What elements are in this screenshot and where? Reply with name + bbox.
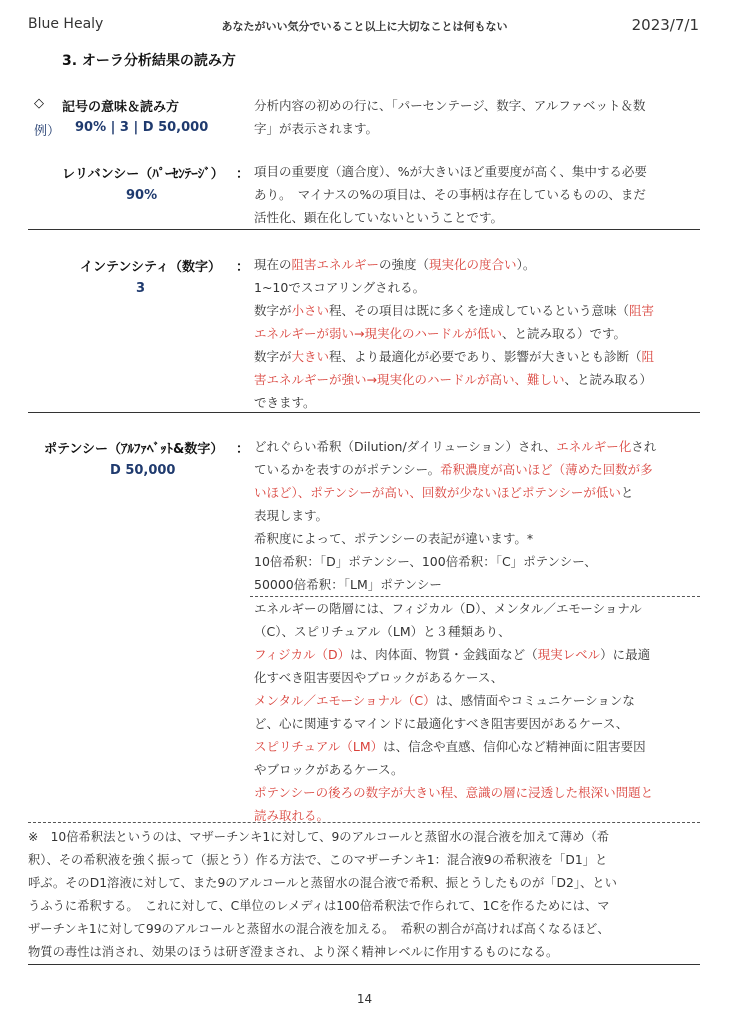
- intensity-value: 3: [136, 281, 146, 296]
- footnote-line-2: 釈）、その希釈液を強く振って（振とう）作る方法で、このマザーチンキ1：混合液9の希釈液を「D1」と: [28, 853, 608, 867]
- text: どれぐらい希釈（Dilution/ダイリューション）され、: [254, 439, 557, 454]
- legend-line-2: 字」が表示されます。: [254, 121, 379, 136]
- footnote-line-6: 物質の毒性は消され、効果のほうは研ぎ澄まされ、より深く精神レベルに作用するものになる。: [28, 945, 559, 959]
- potency-value: D 50,000: [110, 463, 176, 478]
- text: 程、より最適化が必要であり、影響が大きいとも診断（: [329, 349, 642, 364]
- intensity-colon: ：: [236, 260, 250, 275]
- divider-bottom: [28, 964, 700, 965]
- text: の強度（: [379, 257, 430, 272]
- highlight: 阻害: [629, 303, 655, 318]
- hierarchy-line-5: [254, 689, 702, 712]
- divider-2: [28, 412, 700, 413]
- intensity-description: [254, 253, 702, 414]
- text: ）。: [516, 257, 536, 272]
- highlight: スピリチュアル（LM）: [254, 739, 384, 754]
- intensity-title: インテンシティ（数字）: [80, 260, 221, 275]
- highlight: メンタル／エモーショナル（C）: [254, 693, 436, 708]
- highlight: 阻: [641, 349, 655, 364]
- hierarchy-line-9: ポテンシーの後ろの数字が大きい程、意識の層に浸透した根深い問題と: [254, 785, 654, 800]
- footnote-line-1: ※ 10倍希釈法というのは、マザーチンキ1に対して、9のアルコールと蒸留水の混合液を加えて薄め（希: [28, 830, 610, 844]
- intensity-line-1: [254, 253, 702, 276]
- legend-example-prefix: 例）: [34, 124, 61, 139]
- text: と: [620, 485, 634, 500]
- potency-line-6: 10倍希釈：「D」ポテンシー、100倍希釈：「C」ポテンシー、: [254, 554, 597, 569]
- divider-1: [28, 229, 700, 230]
- legend-description: [254, 94, 702, 140]
- highlight: エネルギー化: [556, 439, 632, 454]
- potency-colon: ：: [236, 442, 250, 457]
- footnote: [28, 826, 700, 964]
- page-number: 14: [356, 992, 373, 1006]
- potency-hierarchy: [254, 597, 702, 827]
- highlight: エネルギーが弱い→現実化のハードルが低い: [254, 326, 502, 341]
- text: ているかを表すのがポテンシー。: [254, 462, 441, 477]
- text: 数字が: [254, 349, 292, 364]
- relevancy-title: レリバンシー（ﾊﾟｰｾﾝﾃｰｼﾞ）: [62, 167, 224, 182]
- highlight: 大きい: [291, 349, 330, 364]
- text: 、と読み取る）: [564, 372, 652, 387]
- legend-title: 記号の意味＆読み方: [62, 100, 180, 115]
- potency-line-1: [254, 435, 702, 458]
- intensity-line-7: できます。: [254, 395, 316, 410]
- dotted-divider-footnote: [28, 822, 700, 823]
- footnote-line-5: ザーチンキ1に対して99のアルコールと蒸留水の混合液を加える。 希釈の割合が高ければ高くなるほど、: [28, 922, 610, 936]
- intensity-line-6: [254, 368, 702, 391]
- relevancy-colon: ：: [236, 167, 250, 182]
- hierarchy-line-2: （C）、スピリチュアル（LM）と３種類あり、: [254, 624, 511, 639]
- text: は、感情面やコミュニケーションな: [435, 693, 635, 708]
- header-date: 2023/7/1: [631, 16, 699, 34]
- highlight: 小さい: [291, 303, 330, 318]
- highlight: 現実化の度合い: [429, 257, 517, 272]
- text: 程、その項目は既に多くを達成しているという意味（: [329, 303, 630, 318]
- highlight: 阻害エネルギー: [291, 257, 380, 272]
- highlight: 希釈濃度が高いほど（薄めた回数が多: [440, 462, 653, 477]
- text: され: [631, 439, 657, 454]
- relevancy-description: [254, 160, 702, 229]
- highlight: 現実レベル: [537, 647, 601, 662]
- potency-title: ポテンシー（ｱﾙﾌｧﾍﾞｯﾄ&数字）: [44, 442, 224, 457]
- potency-description: [254, 435, 702, 596]
- hierarchy-line-7: [254, 735, 702, 758]
- potency-line-4: 表現します。: [254, 508, 329, 523]
- hierarchy-line-6: ど、心に関連するマインドに最適化すべき阻害要因があるケース、: [254, 716, 629, 731]
- potency-line-2: [254, 458, 702, 481]
- relevancy-value: 90%: [126, 188, 158, 203]
- intensity-line-4: [254, 322, 702, 345]
- highlight: いほど）、ポテンシーが高い、回数が少ないほどポテンシーが低い: [254, 485, 621, 500]
- highlight: フィジカル（D）: [254, 647, 351, 662]
- hierarchy-line-3: [254, 643, 702, 666]
- header-motto: あなたがいい気分でいること以上に大切なことは何もない: [221, 20, 508, 33]
- intensity-line-5: [254, 345, 702, 368]
- hierarchy-line-10: 読み取れる。: [254, 808, 330, 823]
- potency-line-5: 希釈度によって、ポテンシーの表記が違います。*: [254, 531, 534, 546]
- intensity-line-3: [254, 299, 702, 322]
- footnote-line-4: うふうに希釈する。 これに対して、C単位のレメディは100倍希釈法で作られて、1Cを作るためには、マ: [28, 899, 610, 913]
- text: 、と読み取る）です。: [501, 326, 626, 341]
- potency-line-3: [254, 481, 702, 504]
- section-title: 3. オーラ分析結果の読み方: [62, 53, 236, 69]
- footnote-line-3: 呼ぶ。そのD1溶液に対して、また9のアルコールと蒸留水の混合液で希釈、振とうしたものが「D2」、とい: [28, 876, 617, 890]
- text: は、信念や直感、信仰心など精神面に阻害要因: [383, 739, 646, 754]
- legend-marker: ◇: [34, 96, 44, 111]
- intensity-line-2: 1~10でスコアリングされる。: [254, 280, 426, 295]
- text: 現在の: [254, 257, 292, 272]
- legend-example-value: 90% | 3 | D 50,000: [75, 120, 209, 135]
- highlight: 害エネルギーが強い→現実化のハードルが高い、難しい: [254, 372, 565, 387]
- relevancy-line-2: あり。 マイナスの%の項目は、その事柄は存在しているものの、まだ: [254, 187, 646, 202]
- text: 数字が: [254, 303, 292, 318]
- legend-line-1: 分析内容の初めの行に、「パーセンテージ、数字、アルファベット＆数: [254, 98, 646, 113]
- hierarchy-line-1: エネルギーの階層には、フィジカル（D）、メンタル／エモーショナル: [254, 601, 642, 616]
- potency-line-7: 50000倍希釈：「LM」ポテンシー: [254, 577, 442, 592]
- text: ）に最適: [600, 647, 651, 662]
- relevancy-line-3: 活性化、顕在化していないということです。: [254, 210, 504, 225]
- text: は、肉体面、物質・金銭面など（: [350, 647, 538, 662]
- hierarchy-line-4: 化すべき阻害要因やブロックがあるケース、: [254, 670, 504, 685]
- relevancy-line-1: 項目の重要度（適合度）、%が大きいほど重要度が高く、集中する必要: [254, 164, 647, 179]
- brand-name: Blue Healy: [28, 16, 104, 32]
- hierarchy-line-8: やブロックがあるケース。: [254, 762, 404, 777]
